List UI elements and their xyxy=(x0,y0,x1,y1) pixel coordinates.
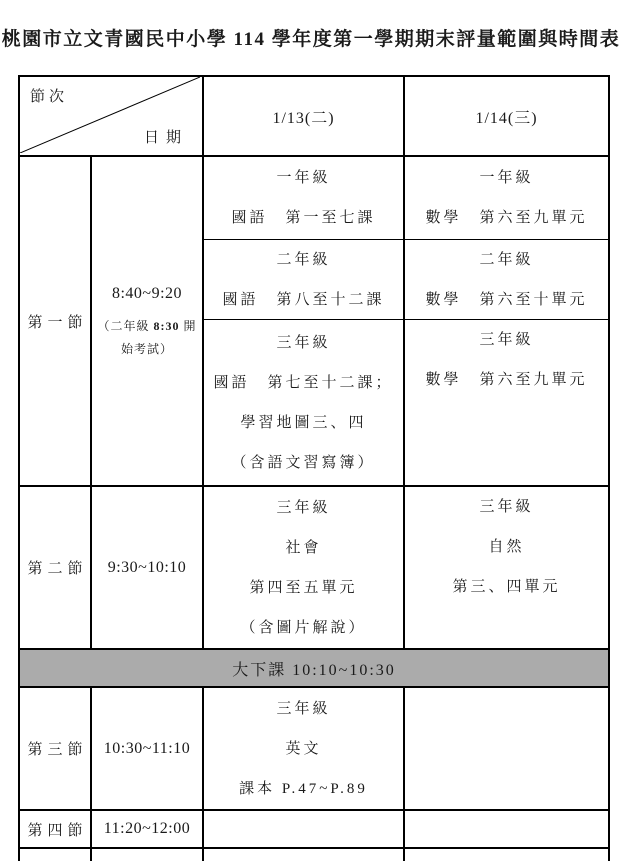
subject-line: 英文 xyxy=(285,740,322,757)
period2-day2-cell xyxy=(405,487,608,650)
period2-day1-cell xyxy=(204,487,405,650)
period4-day2-cell-empty xyxy=(405,811,608,849)
scope-line: 第四至五單元 xyxy=(249,579,358,596)
note-line1-prefix: （二年級 xyxy=(97,319,154,333)
period1-day1-grade2-cell xyxy=(204,240,405,320)
big-break-label: 大下課 10:10~10:30 xyxy=(232,661,396,679)
grade-line: 二年級 xyxy=(479,251,534,268)
scope-line: 第三、四單元 xyxy=(452,579,561,595)
period1-label-cell xyxy=(20,157,92,487)
period3-time: 10:30~11:10 xyxy=(103,739,191,757)
period2-label: 第二節 xyxy=(27,561,88,577)
date-header-1 xyxy=(204,77,405,157)
partial-row-divider xyxy=(403,849,405,861)
scope-line: 數學 第六至九單元 xyxy=(425,210,588,226)
period3-day2-cell-empty xyxy=(405,688,608,811)
period4-time: 11:20~12:00 xyxy=(103,820,191,837)
period1-time-cell xyxy=(92,157,204,487)
subject-line: 社會 xyxy=(285,539,322,556)
note-line1-suffix: 開 xyxy=(179,319,197,333)
period1-time: 8:40~9:20 xyxy=(111,285,183,302)
period1-label: 第一節 xyxy=(27,314,88,331)
grade-line: 三年級 xyxy=(276,334,331,351)
corner-label-date: 日期 xyxy=(143,130,188,146)
scope-line: 學習地圖三、四 xyxy=(240,414,367,431)
grade-line: 二年級 xyxy=(276,251,331,268)
grade-line: 三年級 xyxy=(276,700,331,717)
scope-line: 國語 第八至十二課 xyxy=(222,291,385,308)
subject-line: 自然 xyxy=(488,539,525,555)
note-line2: 始考試） xyxy=(120,342,173,356)
period4-label-cell xyxy=(20,811,92,849)
grade-line: 一年級 xyxy=(276,170,331,186)
grade-line: 一年級 xyxy=(479,170,534,186)
date-header-1-label: 1/13(二) xyxy=(272,109,335,127)
schedule-table xyxy=(18,75,610,861)
period2-time-cell xyxy=(92,487,204,650)
partial-row-divider xyxy=(202,849,204,861)
grade-line: 三年級 xyxy=(479,332,534,348)
period1-day2-grade1-cell xyxy=(405,157,608,240)
period4-day1-cell-empty xyxy=(204,811,405,849)
corner-label-period: 節次 xyxy=(30,89,69,105)
scope-line: （含語文習寫簿） xyxy=(231,454,376,471)
grade-line: 三年級 xyxy=(276,499,331,516)
period1-day2-grade3-cell xyxy=(405,320,608,487)
period1-time-note xyxy=(97,315,197,361)
period1-day2-grade2-cell xyxy=(405,240,608,320)
period2-label-cell xyxy=(20,487,92,650)
period4-label: 第四節 xyxy=(27,822,88,839)
period3-label-cell xyxy=(20,688,92,811)
scope-line: （含圖片解說） xyxy=(240,619,367,636)
date-header-2-label: 1/14(三) xyxy=(475,109,538,127)
period1-day1-grade1-cell xyxy=(204,157,405,240)
note-line1-bold-time: 8:30 xyxy=(153,319,180,333)
corner-header-cell xyxy=(20,77,204,157)
partial-row-divider xyxy=(90,849,92,861)
period2-time: 9:30~10:10 xyxy=(107,558,187,576)
big-break-row xyxy=(20,650,608,688)
scope-line: 數學 第六至十單元 xyxy=(425,291,588,308)
grade-line: 三年級 xyxy=(479,499,534,515)
scope-line: 國語 第七至十二課； xyxy=(213,374,394,391)
period4-time-cell xyxy=(92,811,204,849)
page-title: 桃園市立文青國民中小學 114 學年度第一學期期末評量範圍與時間表 xyxy=(1,29,621,50)
scope-line: 課本 P.47~P.89 xyxy=(239,780,368,797)
scope-line: 國語 第一至七課 xyxy=(231,210,376,226)
date-header-2 xyxy=(405,77,608,157)
period3-label: 第三節 xyxy=(27,742,88,758)
scope-line: 數學 第六至九單元 xyxy=(425,372,588,388)
period3-time-cell xyxy=(92,688,204,811)
period3-day1-cell xyxy=(204,688,405,811)
period1-day1-grade3-cell xyxy=(204,320,405,487)
